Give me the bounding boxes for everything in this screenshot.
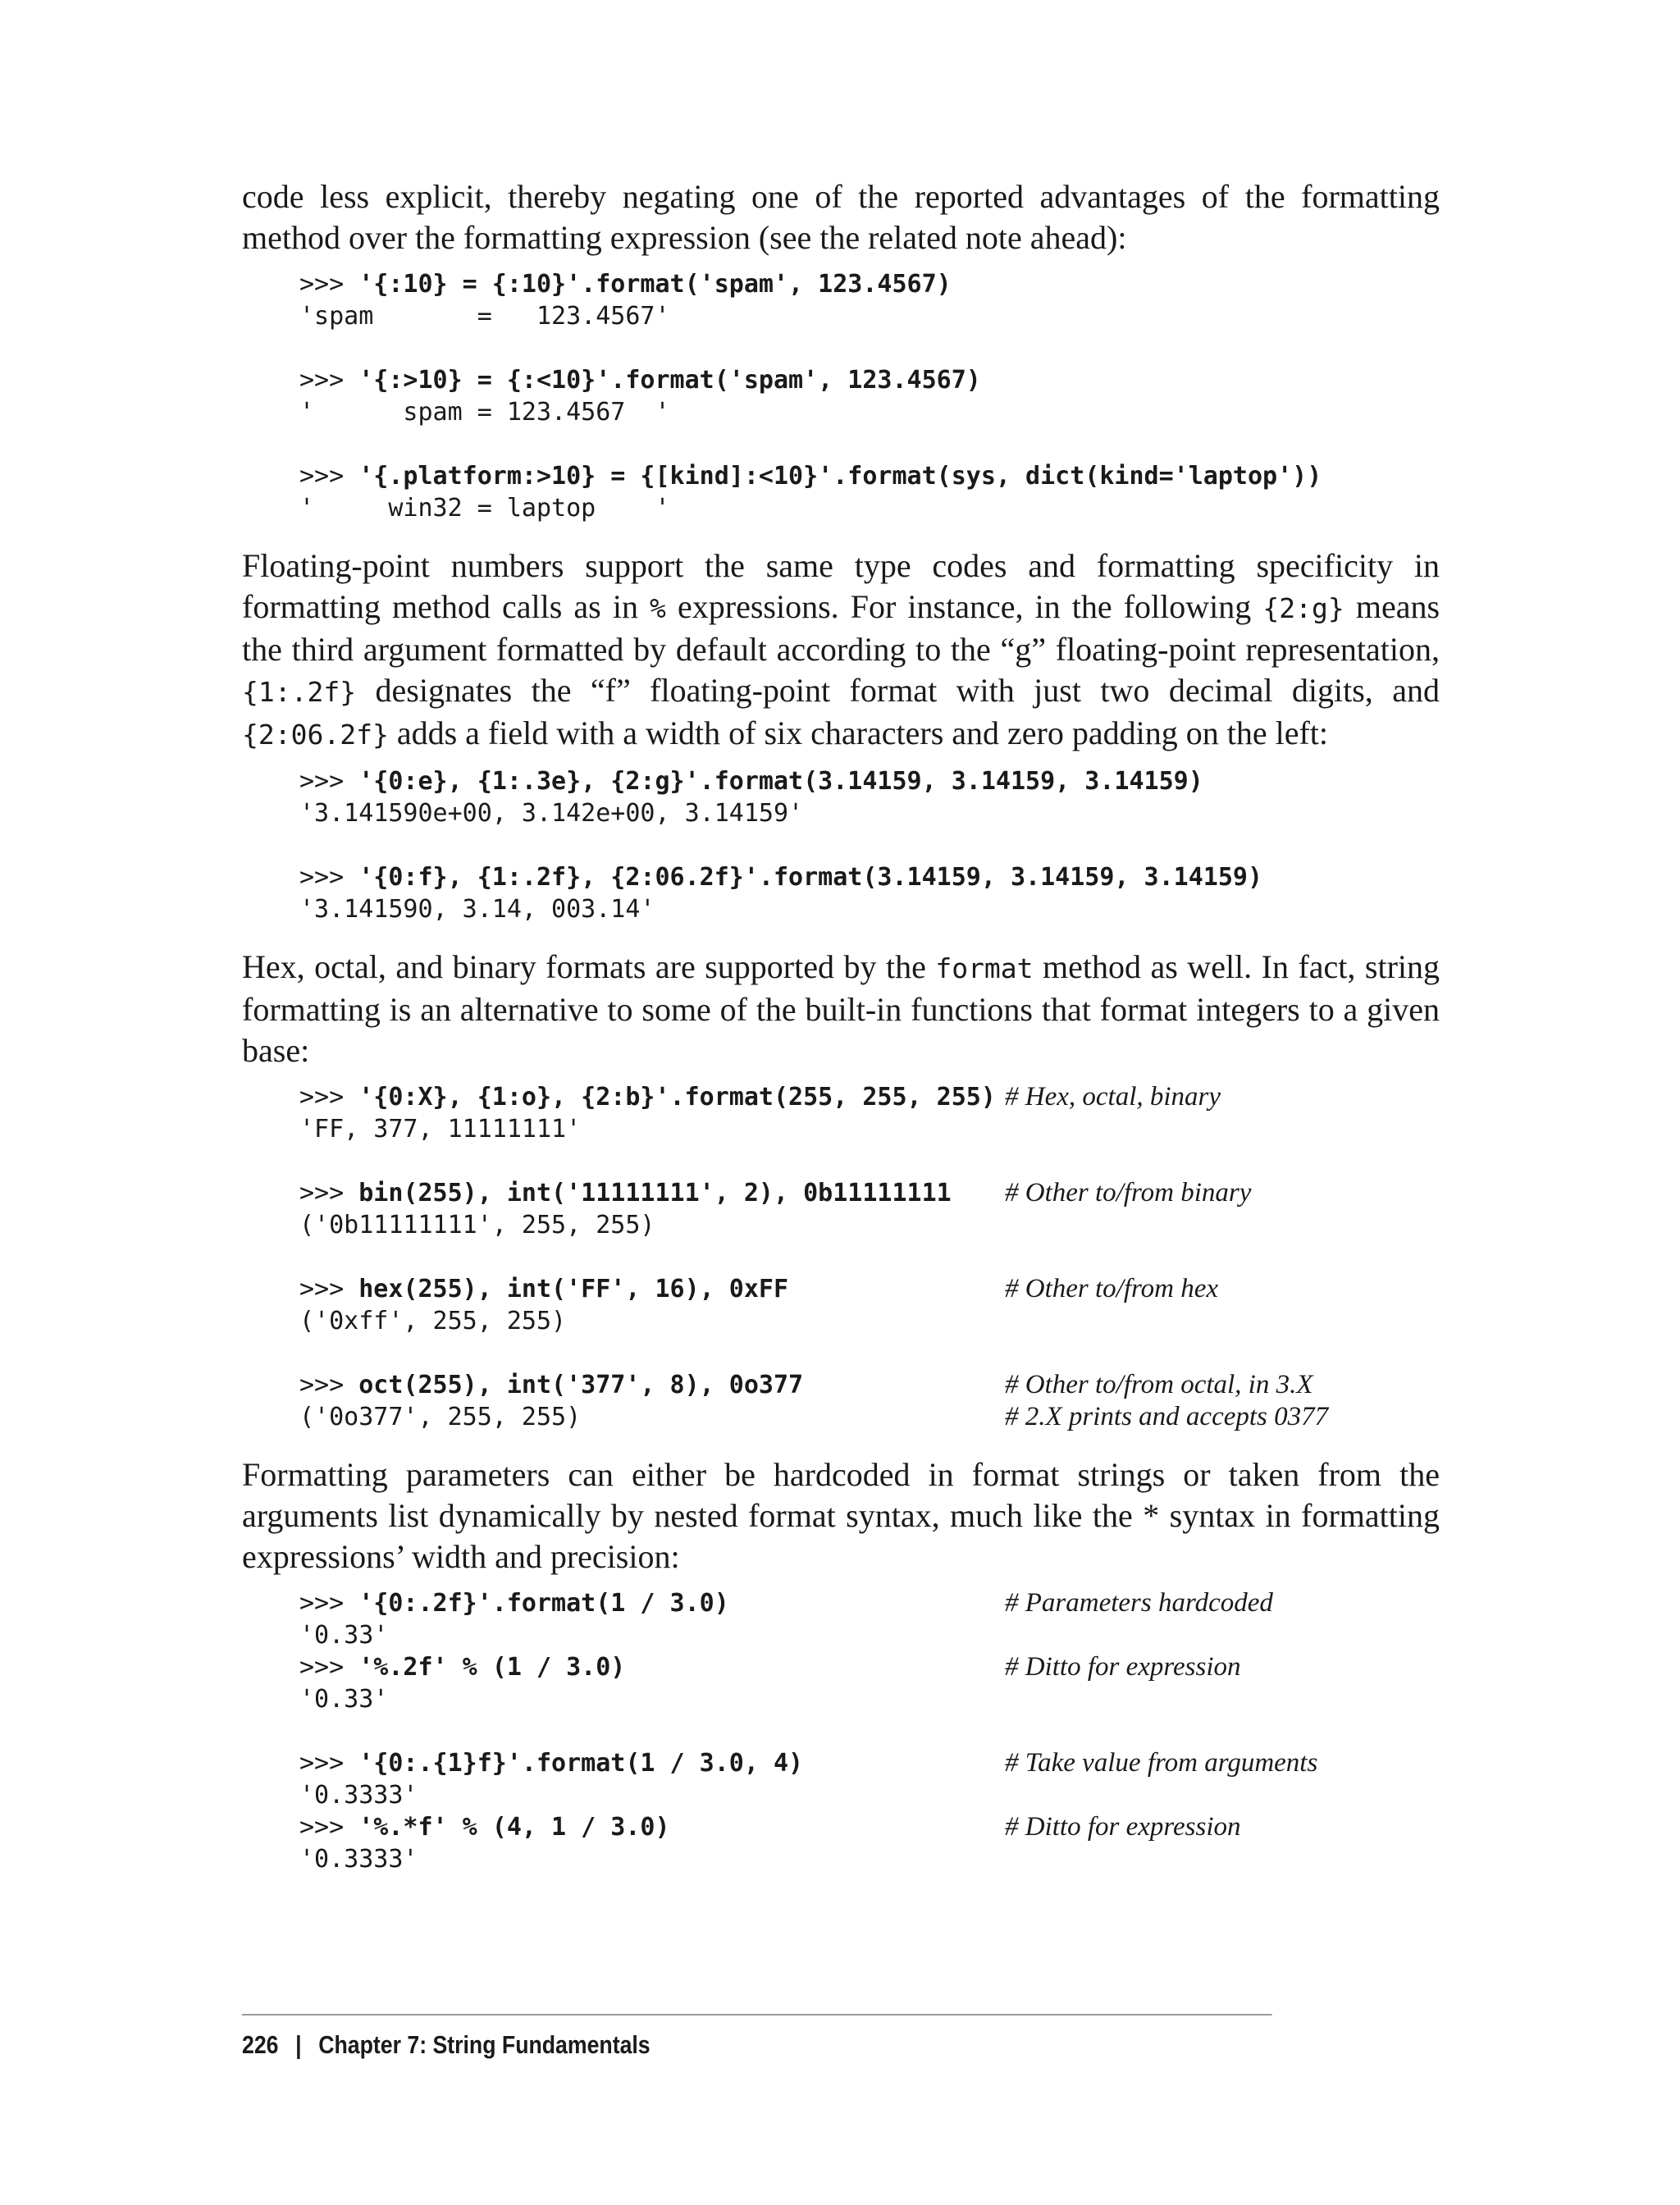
text-run: method as well. In fact, string formatting is an alternative to some of the built-in functions that format integers to a given base: (242, 948, 1440, 1069)
code-text (299, 893, 1005, 925)
code-line (299, 765, 1440, 797)
code-group (299, 1587, 1440, 1715)
paragraph (242, 546, 1440, 756)
text-run: expressions. For instance, in the following (665, 588, 1263, 625)
code-command: hex(255), int('FF', 16), 0xFF (358, 1275, 789, 1303)
code-text (299, 268, 1005, 300)
code-output: '0.33' (299, 1621, 389, 1650)
code-block (299, 1081, 1440, 1433)
code-line (299, 1081, 1440, 1113)
code-line (299, 1747, 1440, 1779)
code-text (299, 1683, 1005, 1715)
code-line (299, 1401, 1440, 1433)
code-text (299, 1843, 1005, 1875)
code-line (299, 1587, 1440, 1619)
code-text (299, 364, 1005, 396)
code-line (299, 1209, 1440, 1241)
text-run: means the third argument formatted by default according to the “g” floating-point representation, (242, 588, 1440, 668)
prompt: >>> (299, 366, 359, 395)
code-output: ' spam = 123.4567 ' (299, 398, 670, 427)
code-command: '%.2f' % (1 / 3.0) (358, 1653, 626, 1682)
code-line (299, 492, 1440, 524)
code-comment: # Other to/from octal, in 3.X (1005, 1370, 1313, 1399)
prompt: >>> (299, 1371, 359, 1399)
prompt: >>> (299, 270, 359, 299)
code-line (299, 893, 1440, 925)
code-output: '0.3333' (299, 1845, 418, 1874)
code-command: '{0:e}, {1:.3e}, {2:g}'.format(3.14159, 3.14159, 3.14159) (358, 767, 1203, 796)
page-body (242, 176, 1440, 1897)
code-line (299, 1113, 1440, 1145)
code-comment: # Other to/from binary (1005, 1178, 1252, 1208)
footer-separator: | (295, 2030, 302, 2059)
code-output: 'spam = 123.4567' (299, 302, 670, 331)
text-run: adds a field with a width of six characters and zero padding on the left: (388, 714, 1328, 751)
code-line (299, 1779, 1440, 1811)
code-text (299, 1081, 1005, 1113)
inline-code: {2:g} (1262, 592, 1344, 624)
code-line (299, 1177, 1440, 1209)
code-text (299, 1305, 1005, 1337)
inline-code: {1:.2f} (242, 676, 357, 708)
code-line (299, 396, 1440, 428)
code-text (299, 1273, 1005, 1305)
code-command: '{:10} = {:10}'.format('spam', 123.4567) (358, 270, 952, 299)
code-text (299, 300, 1005, 332)
code-line (299, 268, 1440, 300)
code-group (299, 1273, 1440, 1337)
text-run: designates the “f” floating-point format with just two decimal digits, and (356, 672, 1440, 709)
code-text (299, 1209, 1005, 1241)
inline-code: {2:06.2f} (242, 719, 389, 751)
prompt: >>> (299, 1813, 359, 1842)
code-block (299, 765, 1440, 925)
code-line (299, 364, 1440, 396)
code-text (299, 1401, 1005, 1433)
code-group (299, 1747, 1440, 1875)
prompt: >>> (299, 1653, 359, 1682)
code-group (299, 268, 1440, 332)
code-output: '3.141590e+00, 3.142e+00, 3.14159' (299, 799, 804, 828)
code-output: ('0o377', 255, 255) (299, 1403, 582, 1431)
code-text (299, 492, 1005, 524)
code-group (299, 1369, 1440, 1433)
inline-code: format (935, 952, 1034, 984)
code-group (299, 1081, 1440, 1145)
page-number: 226 (242, 2030, 279, 2059)
code-text (299, 396, 1005, 428)
code-line (299, 1369, 1440, 1401)
code-output: 'FF, 377, 11111111' (299, 1115, 582, 1144)
code-text (299, 1619, 1005, 1651)
page-footer (242, 2014, 1272, 2060)
code-command: '{.platform:>10} = {[kind]:<10}'.format(sys, dict(kind='laptop')) (358, 462, 1322, 491)
code-text (299, 1587, 1005, 1619)
code-comment: # Parameters hardcoded (1005, 1588, 1273, 1618)
code-comment: # Ditto for expression (1005, 1652, 1241, 1682)
code-comment: # 2.X prints and accepts 0377 (1005, 1402, 1329, 1431)
code-group (299, 460, 1440, 524)
code-text (299, 1811, 1005, 1843)
code-text (299, 765, 1203, 797)
code-command: '%.*f' % (4, 1 / 3.0) (358, 1813, 670, 1842)
code-line (299, 1683, 1440, 1715)
code-text (299, 460, 1322, 492)
code-line (299, 861, 1440, 893)
code-output: '0.33' (299, 1685, 389, 1714)
code-output: ' win32 = laptop ' (299, 494, 670, 523)
code-line (299, 1619, 1440, 1651)
code-command: oct(255), int('377', 8), 0o377 (358, 1371, 804, 1399)
text-run: Hex, octal, and binary formats are supported by the (242, 948, 936, 985)
code-line (299, 1273, 1440, 1305)
prompt: >>> (299, 462, 359, 491)
code-output: ('0b11111111', 255, 255) (299, 1211, 655, 1239)
inline-code: % (650, 592, 666, 624)
paragraph (242, 947, 1440, 1071)
code-command: '{0:.{1}f}'.format(1 / 3.0, 4) (358, 1749, 804, 1778)
code-text (299, 1177, 1005, 1209)
text-run: Floating-point numbers support the same type codes and formatting specificity in formatting method calls as in (242, 547, 1440, 625)
text-run: code less explicit, thereby negating one of the reported advantages of the formatting method over the formatting expression (see the related note ahead): (242, 178, 1440, 256)
prompt: >>> (299, 767, 359, 796)
code-comment: # Take value from arguments (1005, 1748, 1318, 1778)
prompt: >>> (299, 1589, 359, 1618)
prompt: >>> (299, 863, 359, 892)
paragraph (242, 1454, 1440, 1577)
code-comment: # Other to/from hex (1005, 1274, 1218, 1303)
prompt: >>> (299, 1083, 359, 1112)
code-text (299, 797, 1005, 829)
code-text (299, 1747, 1005, 1779)
code-group (299, 861, 1440, 925)
code-command: bin(255), int('11111111', 2), 0b11111111 (358, 1179, 952, 1208)
code-line (299, 1305, 1440, 1337)
prompt: >>> (299, 1749, 359, 1778)
code-command: '{0:f}, {1:.2f}, {2:06.2f}'.format(3.14159, 3.14159, 3.14159) (358, 863, 1263, 892)
code-group (299, 1177, 1440, 1241)
code-line (299, 1651, 1440, 1683)
code-text (299, 1113, 1005, 1145)
code-output: '3.141590, 3.14, 003.14' (299, 895, 655, 924)
code-comment: # Ditto for expression (1005, 1812, 1241, 1842)
code-output: ('0xff', 255, 255) (299, 1307, 567, 1335)
code-command: '{:>10} = {:<10}'.format('spam', 123.4567) (358, 366, 981, 395)
code-block (299, 268, 1440, 524)
chapter-title: Chapter 7: String Fundamentals (318, 2030, 651, 2059)
prompt: >>> (299, 1275, 359, 1303)
code-command: '{0:.2f}'.format(1 / 3.0) (358, 1589, 729, 1618)
code-line (299, 300, 1440, 332)
code-command: '{0:X}, {1:o}, {2:b}'.format(255, 255, 255) (358, 1083, 996, 1112)
code-comment: # Hex, octal, binary (1005, 1082, 1221, 1112)
code-text (299, 1779, 1005, 1811)
code-text (299, 1369, 1005, 1401)
code-group (299, 364, 1440, 428)
text-run: Formatting parameters can either be hardcoded in format strings or taken from the arguments list dynamically by nested format syntax, much like the * syntax in formatting expressions’ width and precision: (242, 1456, 1440, 1575)
prompt: >>> (299, 1179, 359, 1208)
code-block (299, 1587, 1440, 1875)
code-text (299, 861, 1263, 893)
paragraph (242, 176, 1440, 258)
code-line (299, 460, 1440, 492)
code-line (299, 1811, 1440, 1843)
code-line (299, 1843, 1440, 1875)
code-output: '0.3333' (299, 1781, 418, 1810)
code-group (299, 765, 1440, 829)
code-text (299, 1651, 1005, 1683)
code-line (299, 797, 1440, 829)
